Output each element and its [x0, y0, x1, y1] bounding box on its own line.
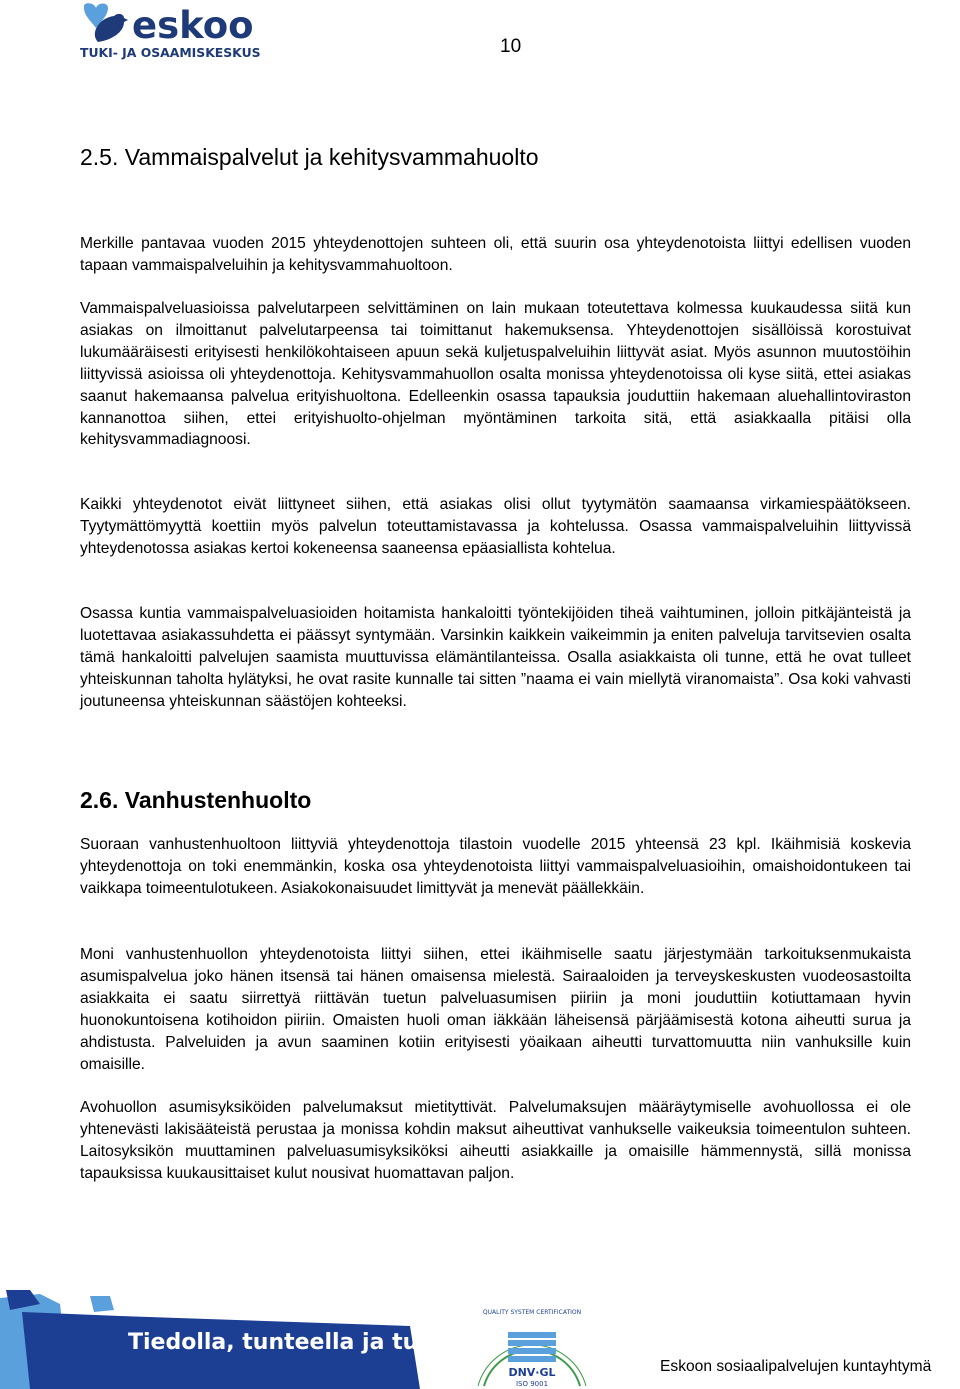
logo-subtitle: TUKI- JA OSAAMISKESKUS — [80, 45, 261, 60]
paragraph: Osassa kuntia vammaispalveluasioiden hoitamista hankaloitti työntekijöiden tiheä vaihtuminen, jolloin pitkäjänteistä ja luotettavaa asiakassuhdetta ei päässyt syntymään. Varsinkin kaikkein vaikeimmin ja eniten palveluja tarvitsevien osalta tämä hankaloitti palvelujen saamista muuttuvissa elämäntilanteissa. Osalla asiakkaista oli tunne, että he ovat tulleet yhteiskunnan taholta hylätyksi, he ovat rasite kunnalle tai sitten ”naama ei vain miellytä viranomaista”. Osa koki vahvasti joutuneensa yhteiskunnan säästöjen kohteeksi. — [80, 605, 911, 710]
section-heading-2-5: 2.5. Vammaispalvelut ja kehitysvammahuolto — [80, 144, 539, 170]
section-heading-2-6: 2.6. Vanhustenhuolto — [80, 787, 312, 813]
footer-organization: Eskoon sosiaalipalvelujen kuntayhtymä — [660, 1358, 932, 1375]
paragraph: Avohuollon asumisyksiköiden palvelumaksut mietityttivät. Palvelumaksujen määräytymiselle avohuollossa ei ole yhtenevästi lakisääteistä perustaa ja monissa kohdin maksut aiheuttivat vanhukselle vaikeuksia toimeentulon suhteen. Laitosyksikön muuttaminen palveluasumisyksiköksi aiheutti asiakkaille ja omaisille hämmennystä, sillä monissa tapauksissa kuukausittaiset kulut nousivat huomattavan paljon. — [80, 1099, 911, 1182]
paragraph: Kaikki yhteydenotot eivät liittyneet siihen, että asiakas olisi ollut tyytymätön saamaansa virkamiespäätökseen. Tyytymättömyyttä koettiin myös palvelun toteuttamistavassa ja kohtelussa. Osassa vammaispalveluihin liittyvissä yhteydenotossa asiakas kertoi kokeneensa saaneensa epäasiallista kohtelua. — [80, 496, 911, 557]
cert-standard: ISO 9001 — [515, 1380, 549, 1388]
paragraph: Merkille pantavaa vuoden 2015 yhteydenottojen suhteen oli, että suurin osa yhteydenotoista liittyi edellisen vuoden tapaan vammaispalveluihin ja kehitysvammahuoltoon. — [80, 235, 911, 274]
cert-brand: DNV·GL — [508, 1366, 556, 1379]
paragraph: Suoraan vanhustenhuoltoon liittyviä yhteydenottoja tilastoin vuodelle 2015 yhteensä 23 kpl. Ikäihmisiä koskevia yhteydenottoja on toki enemmänkin, koska osa yhteydenotoista liittyi vammaispalveluasioihin, omaishoidontukeen tai vaikkapa toimeentulotukeen. Asiakokonaisuudet limittyvät ja menevät päällekkäin. — [80, 836, 911, 897]
cert-top-text: QUALITY SYSTEM CERTIFICATION — [482, 1309, 582, 1316]
page-number: 10 — [500, 36, 522, 57]
certification-badge — [464, 1302, 600, 1388]
bird-icon — [84, 3, 128, 42]
paragraph: Vammaispalveluasioissa palvelutarpeen selvittäminen on lain mukaan toteutettava kolmessa kuukaudessa siitä kun asiakas on ilmoittanut palvelutarpeensa tai toimittanut hakemuksensa. Yhteydenottojen sisällöissä korostuivat lukumääräisesti erityisesti henkilökohtaiseen apuun sekä kuljetuspalveluihin liittyvät asiat. Myös asunnon muutostöihin liittyvissä asioissa oli yhteydenottoja. Kehitysvammahuollon osalta monissa yhteydenotoissa oli kyse siitä, ettei asiakas saanut hakemaansa palvelua erityishuoltona. Edelleenkin osassa tapauksia jouduttiin hakemaan aluehallintoviraston kannanottoa siihen, ettei erityishuolto-ohjelman myöntäminen tarkoita sitä, että asiakkaalla pitäisi olla kehitysvammadiagnoosi. — [80, 300, 911, 449]
logo-name: eskoo — [132, 4, 254, 47]
paragraph: Moni vanhustenhuollon yhteydenotoista liittyi siihen, ettei ikäihmiselle saatu järjestymään tarkoituksenmukaista asumispalvelua joko hänen itsensä tai hänen omaisensa mielestä. Sairaaloiden ja terveyskeskusten vuodeosastoilta asiakkaita ei saatu siirrettyä riittävän tuetun palveluasumisen piiriin ja moni jouduttiin kotiuttamaan hyvin huonokuntoisena kotihoidon piiriin. Omaisten huoli oman iäkkään läheisensä pärjäämisestä kotona aiheutti surua ja ahdistusta. Palveluiden ja avun saaminen kotiin erityisesti yöaikaan aiheutti turvattomuutta niin vanhuksille kuin omaisille. — [80, 946, 911, 1073]
footer-tagline: Tiedolla, tunteella ja tuella. — [128, 1330, 472, 1355]
eskoo-logo — [80, 2, 280, 62]
